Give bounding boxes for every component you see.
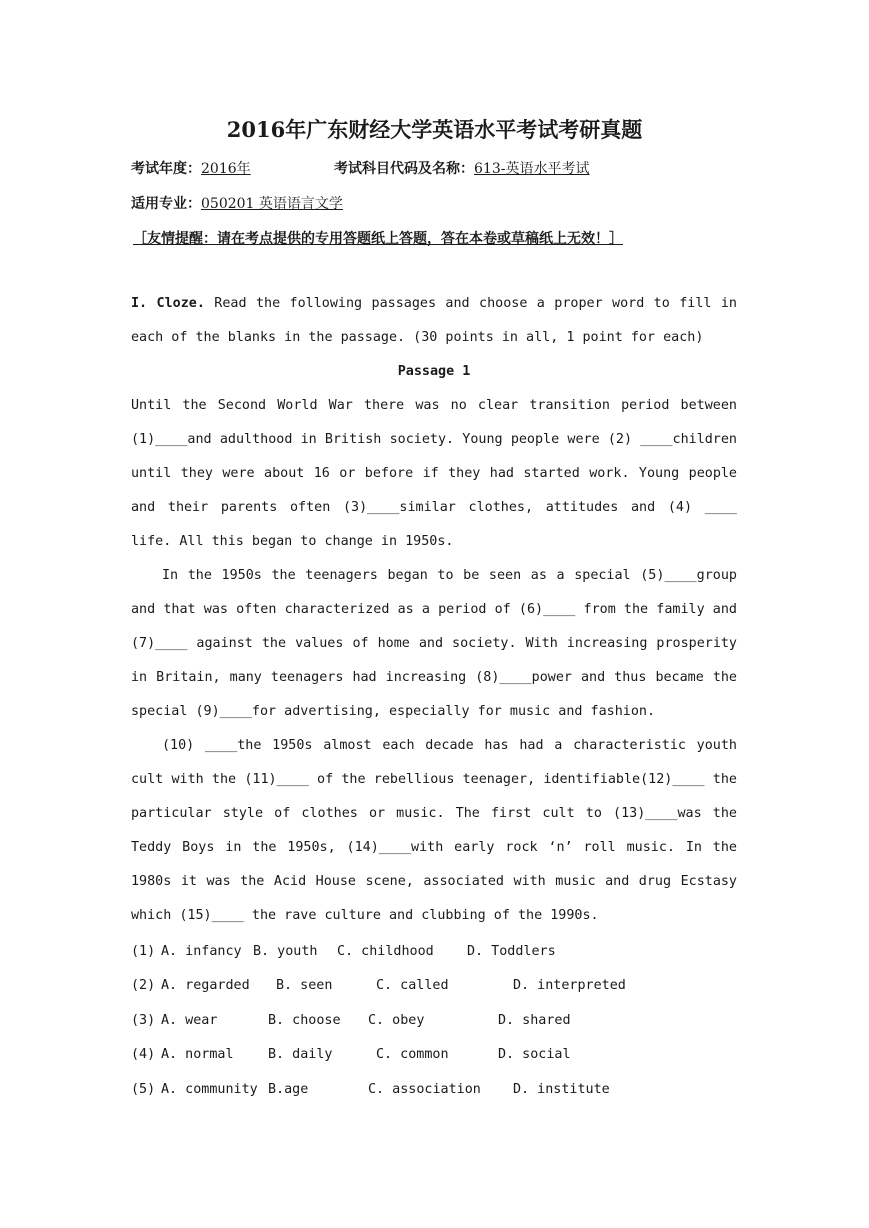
section-label: I. Cloze. [131,296,205,311]
passage-paragraph-3: (10) ____the 1950s almost each decade has had a characteristic youth cult with the (11)____ of the rebellious teenager, identifiable(12)____ the particular style of clothes or music. The first cult to (13)____was the Teddy Boys in the 1950s, (14)____with early rock ‘n’ roll music. In the 1980s it was the Acid House scene, associated with music and drug Ecstasy which (15)____ the rave culture and clubbing of the 1990s. [131,738,737,923]
option-c: C. childhood [337,944,434,959]
option-a: A. normal [161,1047,234,1063]
option-c: C. obey [368,1012,425,1028]
option-c: C. called [376,978,449,994]
option-number: (2) [131,978,156,994]
option-number: (5) [131,1081,156,1097]
option-d: D. social [498,1047,571,1063]
passage-title: Passage 1 [397,364,471,379]
option-b: B. youth [253,944,318,959]
exam-year-line [131,158,251,178]
subject-line [334,158,589,178]
major-value: 050201 英语语言文学 [201,196,343,212]
passage-paragraph-1: Until the Second World War there was no clear transition period between (1)____and adulthood in British society. Young people were (2) ____children until they were about 16 or before if they had started work. Young people and their parents often (3)____similar clothes, attitudes and (4) ____ life. All this began to change in 1950s. [131,398,737,549]
option-a: A. community [161,1081,258,1097]
option-b: B. daily [268,1047,333,1063]
section-instruction: Read the following passages and choose a proper word to fill in each of the blanks in the passage. (30 points in all, 1 point for each) [131,296,737,345]
option-c: C. common [376,1047,449,1063]
option-a: A. regarded [161,978,250,994]
option-b: B.age [268,1081,309,1097]
subject-value: 613-英语水平考试 [474,161,590,177]
option-number: (4) [131,1047,156,1063]
option-number: (3) [131,1012,156,1028]
cloze-instruction [131,287,737,933]
option-d: D. Toddlers [467,944,556,959]
exam-year-label: 考试年度： [131,161,201,177]
option-number: (1) [131,944,156,959]
exam-year-value: 2016年 [201,161,251,177]
option-b: B. seen [276,978,333,994]
option-d: D. institute [513,1081,610,1097]
option-a: A. infancy [161,944,242,959]
option-c: C. association [368,1081,481,1097]
option-d: D. shared [498,1012,571,1028]
option-a: A. wear [161,1012,218,1028]
option-d: D. interpreted [513,978,626,994]
passage-paragraph-2: In the 1950s the teenagers began to be seen as a special (5)____group and that was often characterized as a period of (6)____ from the family and (7)____ against the values of home and society. With increasing prosperity in Britain, many teenagers had increasing (8)____power and thus became the special (9)____for advertising, especially for music and fashion. [131,568,737,719]
option-b: B. choose [268,1012,341,1028]
page-title: 2016年广东财经大学英语水平考试考研真题 [226,117,643,142]
major-label: 适用专业： [131,196,201,212]
notice-reminder: ［友情提醒：请在考点提供的专用答题纸上答题，答在本卷或草稿纸上无效！］ [133,231,623,247]
subject-label: 考试科目代码及名称： [334,161,474,177]
major-line [131,193,343,213]
